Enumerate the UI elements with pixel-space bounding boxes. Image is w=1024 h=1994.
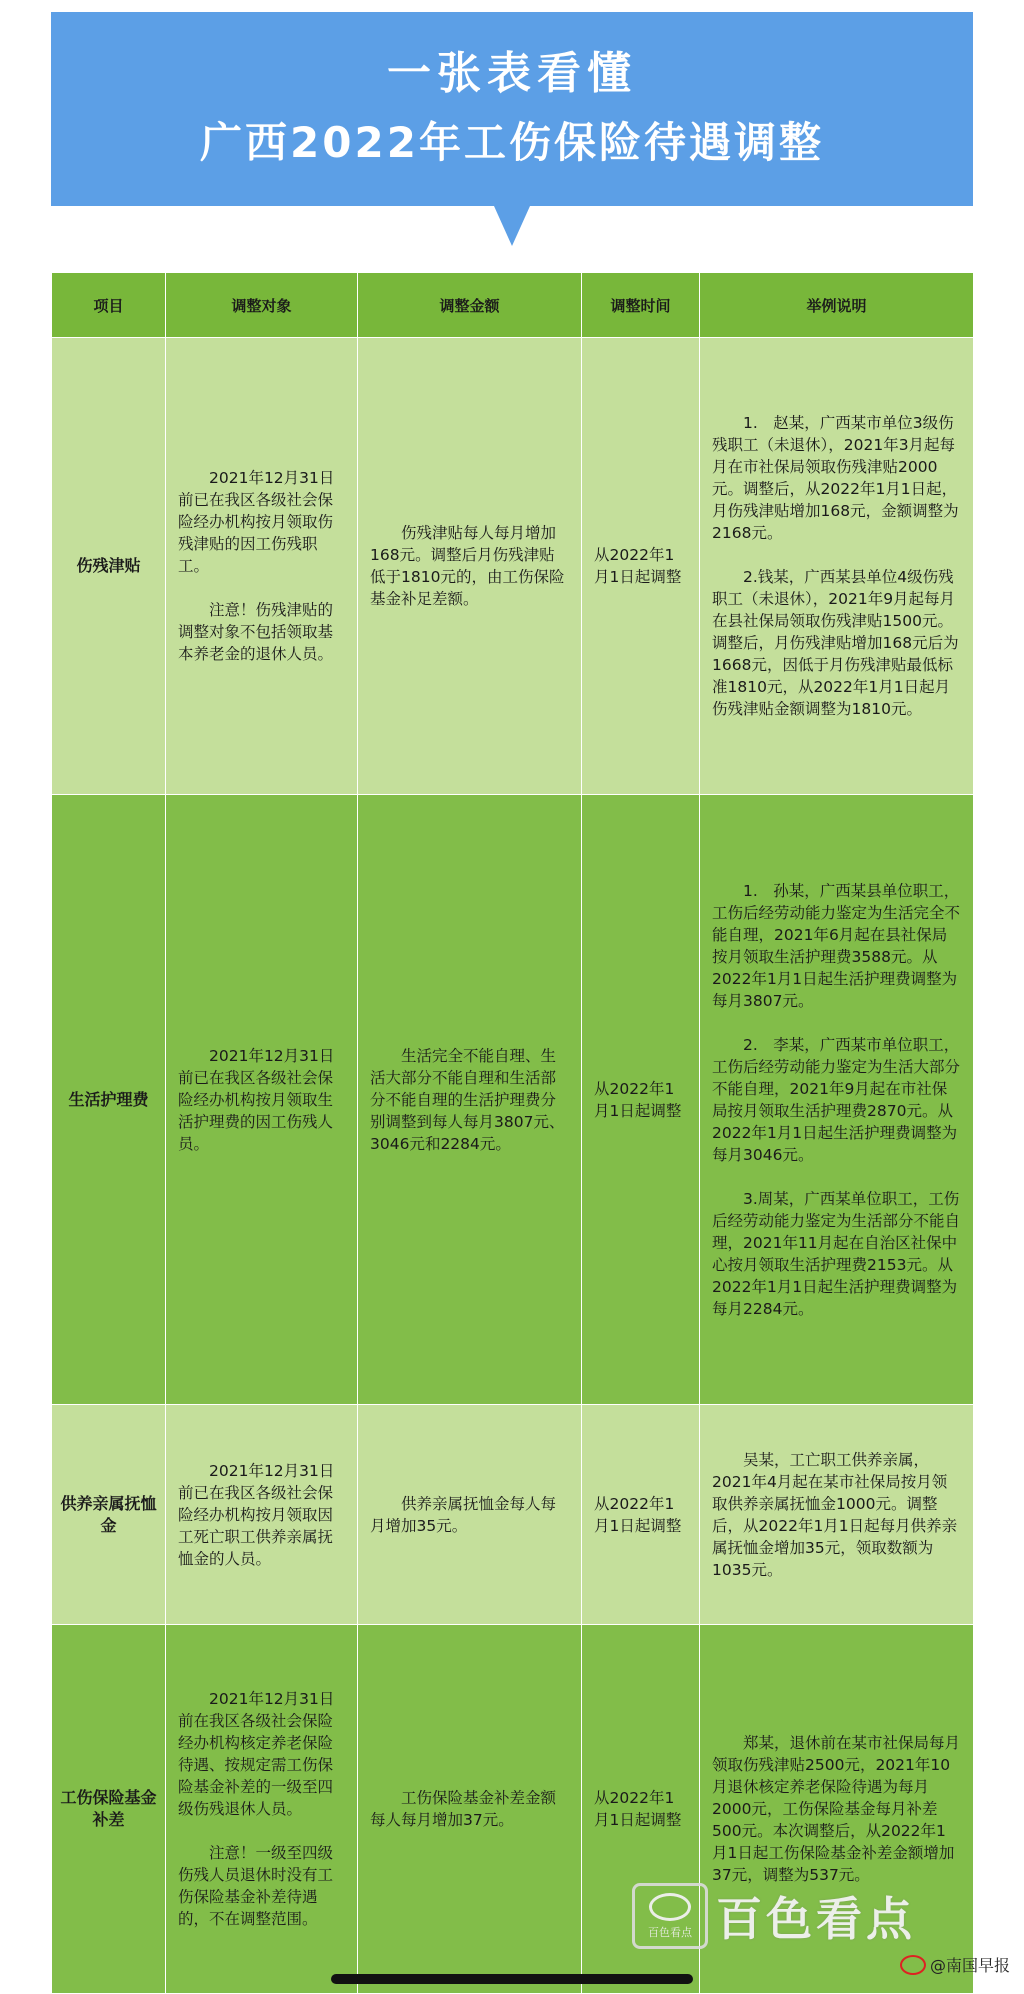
watermark bbox=[632, 1880, 1024, 1952]
banner-pointer bbox=[494, 206, 530, 246]
watermark-logo-icon bbox=[632, 1883, 708, 1949]
row-item: 供养亲属抚恤金 bbox=[52, 1405, 166, 1625]
table-header-row bbox=[52, 273, 974, 338]
home-indicator[interactable] bbox=[331, 1974, 693, 1984]
target-text: 2021年12月31日前在我区各级社会保险经办机构核定养老保险待遇、按规定需工伤保险基金补差的一级至四级伤残退休人员。 bbox=[178, 1690, 335, 1818]
header-target: 调整对象 bbox=[166, 273, 358, 338]
amount-text: 工伤保险基金补差金额每人每月增加37元。 bbox=[370, 1789, 557, 1829]
credit-text: @南国早报 bbox=[929, 1956, 1010, 1975]
example-text: 1. 孙某，广西某县单位职工，工伤后经劳动能力鉴定为生活完全不能自理，2021年6月起在县社保局按月领取生活护理费3588元。从2022年1月1日起生活护理费调整为每月3807元。 bbox=[712, 881, 961, 1010]
example-text: 2. 李某，广西某市单位职工，工伤后经劳动能力鉴定为生活大部分不能自理，2021年9月起在市社保局按月领取生活护理费2870元。从2022年1月1日起生活护理费调整为每月3046元。 bbox=[712, 1035, 961, 1164]
title-line-2: 广西2022年工伤保险待遇调整 bbox=[200, 118, 824, 167]
row-target bbox=[166, 795, 358, 1405]
target-text: 2021年12月31日前已在我区各级社会保险经办机构按月领取生活护理费的因工伤残人员。 bbox=[178, 1046, 335, 1153]
row-time bbox=[582, 1405, 700, 1625]
title-line-1: 一张表看懂 bbox=[387, 48, 637, 99]
table-row bbox=[52, 338, 974, 795]
row-item: 工伤保险基金补差 bbox=[52, 1625, 166, 1994]
title-banner bbox=[51, 12, 973, 206]
example-text: 3.周某，广西某单位职工，工伤后经劳动能力鉴定为生活部分不能自理，2021年11月起在自治区社保中心按月领取生活护理费2153元。从2022年1月1日起生活护理费调整为每月2284元。 bbox=[712, 1189, 961, 1318]
benefits-table bbox=[51, 272, 974, 1994]
row-example bbox=[700, 338, 974, 795]
credit bbox=[900, 1953, 1010, 1976]
swirl-icon bbox=[649, 1893, 691, 1921]
header-item: 项目 bbox=[52, 273, 166, 338]
weibo-icon bbox=[900, 1955, 926, 1975]
row-amount bbox=[358, 1405, 582, 1625]
table-row bbox=[52, 795, 974, 1405]
target-text: 2021年12月31日前已在我区各级社会保险经办机构按月领取伤残津贴的因工伤残职工。 bbox=[178, 469, 335, 575]
header-time: 调整时间 bbox=[582, 273, 700, 338]
row-example bbox=[700, 1405, 974, 1625]
header-example: 举例说明 bbox=[700, 273, 974, 338]
row-item: 生活护理费 bbox=[52, 795, 166, 1405]
row-amount bbox=[358, 338, 582, 795]
time-text: 从2022年1月1日起调整 bbox=[594, 1079, 682, 1120]
header-amount: 调整金额 bbox=[358, 273, 582, 338]
row-target bbox=[166, 338, 358, 795]
row-target bbox=[166, 1405, 358, 1625]
target-note: 注意！一级至四级伤残人员退休时没有工伤保险基金补差待遇的，不在调整范围。 bbox=[178, 1844, 334, 1928]
example-text: 郑某，退休前在某市社保局每月领取伤残津贴2500元，2021年10月退休核定养老保险待遇为每月2000元，工伤保险基金每月补差500元。本次调整后，从2022年1月1日起工伤保险基金补差金额增加37元，调整为537元。 bbox=[712, 1734, 961, 1884]
time-text: 从2022年1月1日起调整 bbox=[594, 1494, 682, 1535]
example-text: 1. 赵某，广西某市单位3级伤残职工（未退休），2021年3月起每月在市社保局领取伤残津贴2000元。调整后，从2022年1月1日起，月伤残津贴增加168元，金额调整为2168元。 bbox=[712, 414, 959, 542]
watermark-text: 百色看点 bbox=[716, 1892, 916, 1946]
row-target bbox=[166, 1625, 358, 1994]
row-item: 伤残津贴 bbox=[52, 338, 166, 795]
amount-text: 生活完全不能自理、生活大部分不能自理和生活部分不能自理的生活护理费分别调整到每人每月3807元、3046元和2284元。 bbox=[370, 1046, 565, 1153]
watermark-logo-text: 百色看点 bbox=[648, 1925, 692, 1939]
row-example bbox=[700, 795, 974, 1405]
time-text: 从2022年1月1日起调整 bbox=[594, 546, 682, 586]
target-text: 2021年12月31日前已在我区各级社会保险经办机构按月领取因工死亡职工供养亲属抚恤金的人员。 bbox=[178, 1461, 335, 1568]
row-time bbox=[582, 795, 700, 1405]
example-text: 吴某，工亡职工供养亲属，2021年4月起在某市社保局按月领取供养亲属抚恤金1000元。调整后，从2022年1月1日起每月供养亲属抚恤金增加35元，领取数额为1035元。 bbox=[712, 1450, 958, 1579]
amount-text: 伤残津贴每人每月增加168元。调整后月伤残津贴低于1810元的，由工伤保险基金补足差额。 bbox=[370, 524, 565, 608]
row-time bbox=[582, 338, 700, 795]
row-amount bbox=[358, 1625, 582, 1994]
example-text: 2.钱某，广西某县单位4级伤残职工（未退休），2021年9月起每月在县社保局领取伤残津贴1500元。调整后，月伤残津贴增加168元后为1668元，因低于月伤残津贴最低标准1810元，从2022年1月1日起月伤残津贴金额调整为1810元。 bbox=[712, 568, 959, 718]
time-text: 从2022年1月1日起调整 bbox=[594, 1789, 682, 1829]
row-amount bbox=[358, 795, 582, 1405]
amount-text: 供养亲属抚恤金每人每月增加35元。 bbox=[370, 1494, 557, 1535]
target-note: 注意！伤残津贴的调整对象不包括领取基本养老金的退休人员。 bbox=[178, 601, 334, 663]
table-row bbox=[52, 1405, 974, 1625]
